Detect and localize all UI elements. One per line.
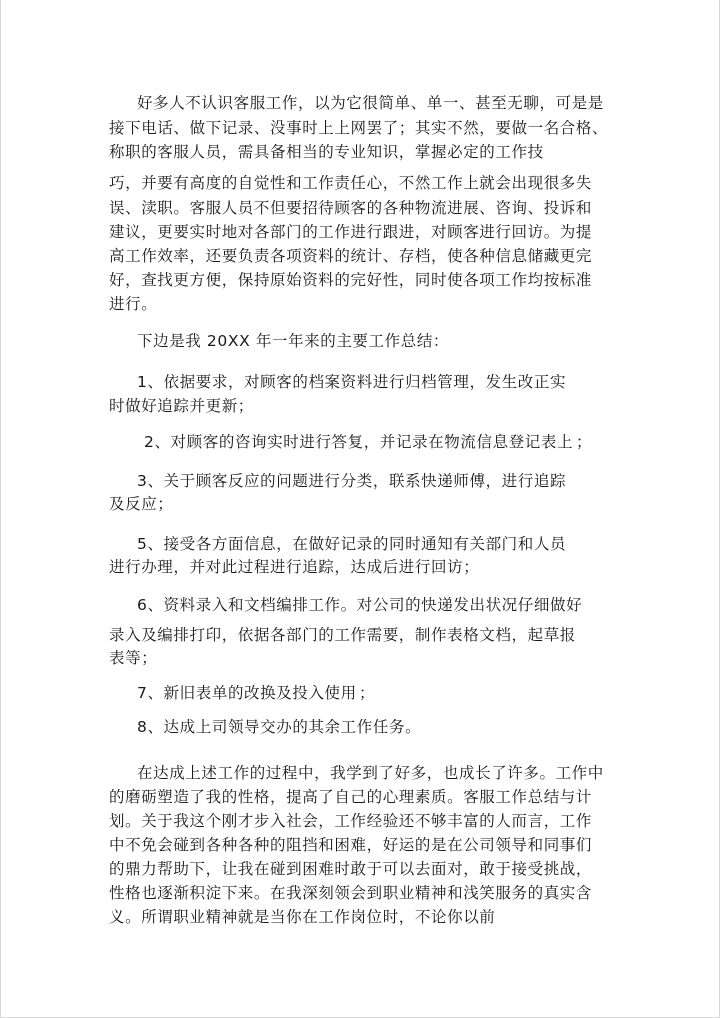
intro-line: 进行。: [109, 295, 158, 313]
closing-line: 划。关于我这个刚才步入社会，工作经验还不够丰富的人而言，工作: [109, 812, 593, 830]
intro-line: 称职的客服人员，需具备相当的专业知识，掌握必定的工作技: [109, 143, 544, 161]
list-item-line: 2、对顾客的咨询实时进行答复，并记录在物流信息登记表上: [144, 433, 574, 451]
list-item-line: 7、新旧表单的改换及投入使用: [137, 684, 357, 702]
closing-line: 中不免会碰到各种各种的阻挡和困难，好运的是在公司领导和同事们: [109, 836, 593, 854]
intro-line: 巧，并要有高度的自觉性和工作责任心，不然工作上就会出现很多失: [109, 174, 593, 192]
list-item-line: 5、接受各方面信息，在做好记录的同时通知有关部门和人员: [137, 535, 567, 553]
closing-line: 的磨砺塑造了我的性格，提高了自己的心理素质。客服工作总结与计: [109, 788, 593, 806]
list-item-line: ；: [359, 684, 376, 702]
intro-line: 好多人不认识客服工作，以为它很简单、单一、甚至无聊，可是是: [137, 94, 604, 112]
list-item-line: 时做好追踪并更新；: [109, 397, 254, 415]
closing-line: 在达成上述工作的过程中，我学到了好多，也成长了许多。工作中: [137, 764, 604, 782]
intro-line: 接下电话、做下记录、没事时上上网罢了；其实不然，要做一名合格、: [109, 119, 609, 137]
intro-line: 建议，更要实时地对各部门的工作进行跟进，对顾客进行回访。为提: [109, 223, 593, 241]
list-item-line: 表等；: [109, 649, 158, 667]
intro-line: 高工作效率，还要负责各项资料的统计、存档，使各种信息储藏更完: [109, 247, 593, 265]
list-item-line: 进行办理，并对此过程进行追踪，达成后进行回访；: [109, 558, 480, 576]
list-item-line: 6、资料录入和文档编排工作。对公司的快递发出状况仔细做好: [137, 596, 583, 614]
summary-heading: 下边是我 20XX 年一年来的主要工作总结：: [137, 332, 450, 350]
list-item-line: ；: [576, 433, 593, 451]
list-item-line: 录入及编排打印，依据各部门的工作需要，制作表格文档，起草报: [109, 626, 576, 644]
intro-line: 好，查找更方便，保持原始资料的完好性，同时使各项工作均按标准: [109, 271, 593, 289]
closing-line: 的鼎力帮助下，让我在碰到困难时敢于可以去面对，敢于接受挑战，: [109, 860, 593, 878]
list-item-line: 8、达成上司领导交办的其余工作任务。: [137, 718, 422, 736]
list-item-line: 及反应；: [109, 495, 174, 513]
closing-line: 义。所谓职业精神就是当你在工作岗位时，不论你以前: [109, 908, 496, 926]
intro-line: 误、渎职。客服人员不但要招待顾客的各种物流进展、咨询、投诉和: [109, 199, 593, 217]
closing-line: 性格也逐渐积淀下来。在我深刻领会到职业精神和浅笑服务的真实含: [109, 884, 593, 902]
list-item-line: 1、依据要求，对顾客的档案资料进行归档管理，发生改正实: [137, 373, 567, 391]
list-item-line: 3、关于顾客反应的问题进行分类，联系快递师傅，进行追踪: [137, 472, 567, 490]
